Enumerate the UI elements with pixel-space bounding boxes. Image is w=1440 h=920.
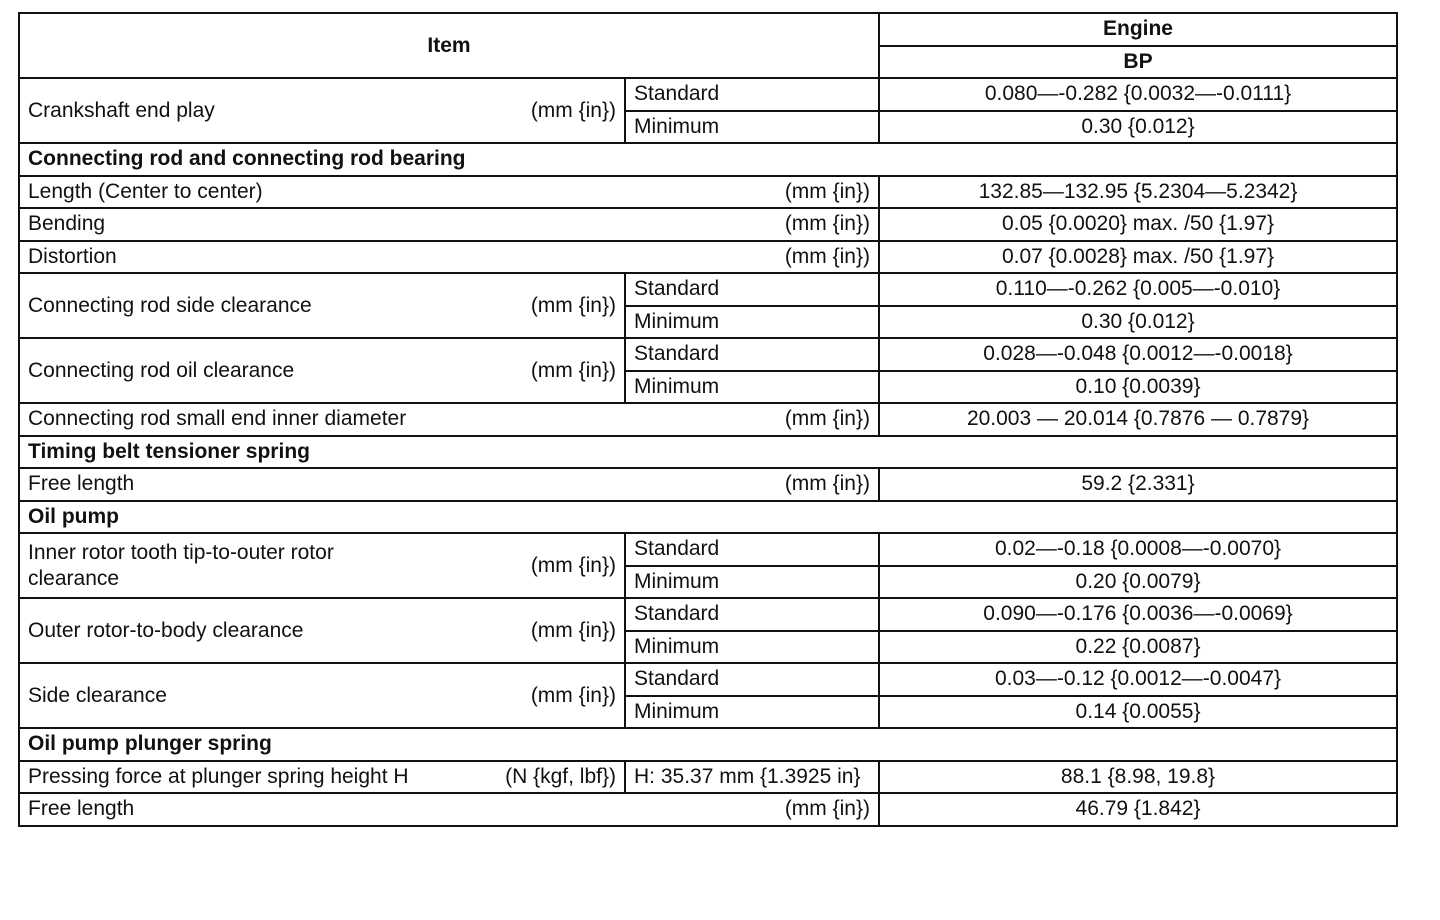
unit-label: (mm {in}) bbox=[784, 407, 870, 431]
table-row bbox=[19, 176, 1397, 209]
specification-table bbox=[18, 12, 1398, 827]
value-cell: 0.20 {0.0079} bbox=[879, 566, 1397, 599]
table-row bbox=[19, 78, 1397, 111]
unit-label: (mm {in}) bbox=[784, 212, 870, 236]
row-label bbox=[19, 241, 879, 274]
unit-label: (mm {in}) bbox=[530, 618, 616, 642]
unit-label: (mm {in}) bbox=[530, 293, 616, 317]
unit-label: (mm {in}) bbox=[530, 358, 616, 382]
unit-label: (N {kgf, lbf}) bbox=[505, 764, 616, 788]
section-heading: Oil pump bbox=[19, 501, 1397, 534]
item-name: Pressing force at plunger spring height H bbox=[28, 764, 409, 788]
table-row bbox=[19, 208, 1397, 241]
value-cell: 0.30 {0.012} bbox=[879, 306, 1397, 339]
condition-standard: Standard bbox=[625, 273, 879, 306]
engine-model-header: BP bbox=[879, 46, 1397, 79]
condition-standard: Standard bbox=[625, 663, 879, 696]
condition-text: H: 35.37 mm {1.3925 in} bbox=[634, 764, 861, 788]
value-cell: 88.1 {8.98, 19.8} bbox=[879, 761, 1397, 794]
condition-standard: Standard bbox=[625, 598, 879, 631]
condition-minimum: Minimum bbox=[625, 696, 879, 729]
row-label bbox=[19, 208, 879, 241]
condition-standard: Standard bbox=[625, 78, 879, 111]
row-label bbox=[19, 403, 879, 436]
condition-standard: Standard bbox=[625, 338, 879, 371]
item-name: Connecting rod small end inner diameter bbox=[28, 407, 407, 431]
unit-label: (mm {in}) bbox=[784, 472, 870, 496]
value-cell: 0.02—-0.18 {0.0008—-0.0070} bbox=[879, 533, 1397, 566]
value-cell: 0.07 {0.0028} max. /50 {1.97} bbox=[879, 241, 1397, 274]
unit-label: (mm {in}) bbox=[530, 553, 616, 577]
table-row bbox=[19, 793, 1397, 826]
value-cell: 20.003 — 20.014 {0.7876 — 0.7879} bbox=[879, 403, 1397, 436]
table-row bbox=[19, 241, 1397, 274]
value-cell: 132.85—132.95 {5.2304—5.2342} bbox=[879, 176, 1397, 209]
item-name: Free length bbox=[28, 472, 135, 496]
table-row bbox=[19, 338, 1397, 371]
condition-height bbox=[625, 761, 879, 794]
section-heading: Oil pump plunger spring bbox=[19, 728, 1397, 761]
value-cell: 0.080—-0.282 {0.0032—-0.0111} bbox=[879, 78, 1397, 111]
table-row bbox=[19, 468, 1397, 501]
table-row bbox=[19, 533, 1397, 566]
section-row bbox=[19, 143, 1397, 176]
table-row bbox=[19, 273, 1397, 306]
row-label bbox=[19, 793, 879, 826]
item-name: Bending bbox=[28, 212, 106, 236]
value-cell: 0.05 {0.0020} max. /50 {1.97} bbox=[879, 208, 1397, 241]
value-cell: 0.090—-0.176 {0.0036—-0.0069} bbox=[879, 598, 1397, 631]
row-label bbox=[19, 273, 625, 338]
row-label bbox=[19, 598, 625, 663]
condition-standard: Standard bbox=[625, 533, 879, 566]
item-name: Crankshaft end play bbox=[28, 98, 215, 122]
item-name: Side clearance bbox=[28, 683, 167, 707]
row-label bbox=[19, 533, 625, 598]
unit-label: (mm {in}) bbox=[784, 179, 870, 203]
item-name: Length (Center to center) bbox=[28, 179, 263, 203]
table-row bbox=[19, 761, 1397, 794]
row-label bbox=[19, 663, 625, 728]
item-name: Outer rotor-to-body clearance bbox=[28, 618, 304, 642]
row-label bbox=[19, 468, 879, 501]
row-label bbox=[19, 761, 625, 794]
value-cell: 0.22 {0.0087} bbox=[879, 631, 1397, 664]
table-row bbox=[19, 663, 1397, 696]
section-heading: Connecting rod and connecting rod bearing bbox=[19, 143, 1397, 176]
item-name: Inner rotor tooth tip-to-outer rotor clearance bbox=[28, 540, 334, 590]
unit-label: (mm {in}) bbox=[530, 683, 616, 707]
item-name: Free length bbox=[28, 797, 135, 821]
value-cell: 59.2 {2.331} bbox=[879, 468, 1397, 501]
section-row bbox=[19, 501, 1397, 534]
condition-minimum: Minimum bbox=[625, 371, 879, 404]
engine-header: Engine bbox=[879, 13, 1397, 46]
item-name: Connecting rod oil clearance bbox=[28, 358, 295, 382]
row-label bbox=[19, 338, 625, 403]
unit-label: (mm {in}) bbox=[784, 797, 870, 821]
unit-label: (mm {in}) bbox=[784, 244, 870, 268]
header-row-engine bbox=[19, 13, 1397, 46]
item-name: Distortion bbox=[28, 244, 117, 268]
section-heading: Timing belt tensioner spring bbox=[19, 436, 1397, 469]
value-cell: 0.03—-0.12 {0.0012—-0.0047} bbox=[879, 663, 1397, 696]
row-label bbox=[19, 78, 625, 143]
value-cell: 0.30 {0.012} bbox=[879, 111, 1397, 144]
value-cell: 0.10 {0.0039} bbox=[879, 371, 1397, 404]
item-name: Connecting rod side clearance bbox=[28, 293, 312, 317]
value-cell: 0.110—-0.262 {0.005—-0.010} bbox=[879, 273, 1397, 306]
section-row bbox=[19, 436, 1397, 469]
unit-label: (mm {in}) bbox=[530, 98, 616, 122]
table-row bbox=[19, 403, 1397, 436]
table-row bbox=[19, 598, 1397, 631]
condition-minimum: Minimum bbox=[625, 566, 879, 599]
section-row bbox=[19, 728, 1397, 761]
row-label bbox=[19, 176, 879, 209]
value-cell: 46.79 {1.842} bbox=[879, 793, 1397, 826]
value-cell: 0.14 {0.0055} bbox=[879, 696, 1397, 729]
item-header: Item bbox=[19, 13, 879, 78]
condition-minimum: Minimum bbox=[625, 631, 879, 664]
condition-minimum: Minimum bbox=[625, 111, 879, 144]
value-cell: 0.028—-0.048 {0.0012—-0.0018} bbox=[879, 338, 1397, 371]
condition-minimum: Minimum bbox=[625, 306, 879, 339]
